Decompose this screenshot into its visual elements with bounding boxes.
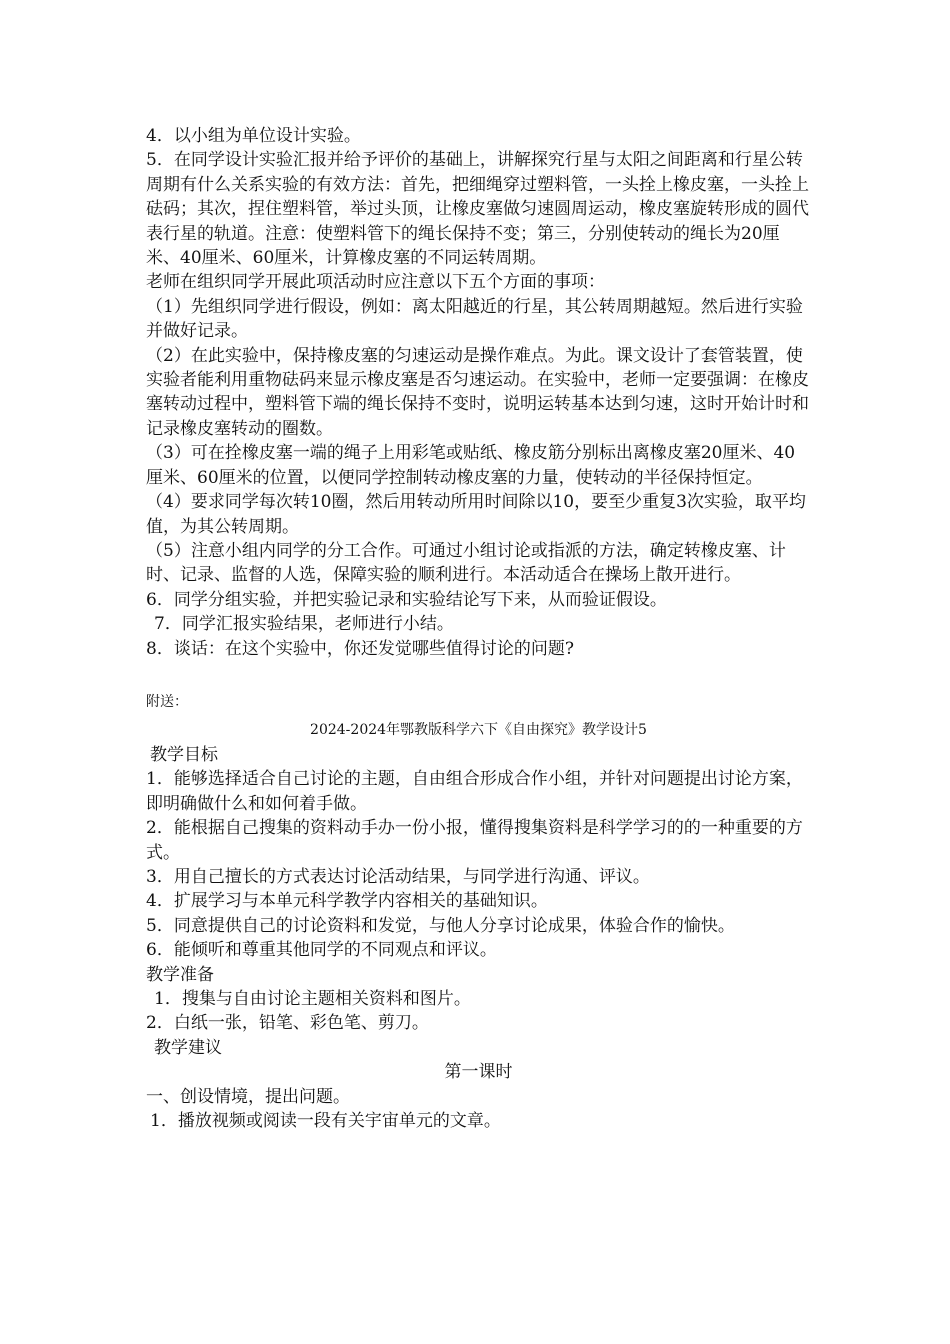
part1-heading: 一、创设情境，提出问题。 <box>146 1086 350 1107</box>
document-body <box>146 124 811 1133</box>
goals-heading: 教学目标 <box>150 744 218 765</box>
step-5: 5．在同学设计实验汇报并给予评价的基础上，讲解探究行星与太阳之间距离和行星公转周期有什么关系实验的有效方法：首先，把细绳穿过塑料管，一头拴上橡皮塞，一头拴上砝码；其次，捏住塑料管，举过头顶，让橡皮塞做匀速圆周运动，橡皮塞旋转形成的圆代表行星的轨道。注意：使塑料管下的绳长保持不变；第三，分别使转动的绳长为20厘米、40厘米、60厘米，计算橡皮塞的不同运转周期。 <box>146 150 809 269</box>
note-2: （2）在此实验中，保持橡皮塞的匀速运动是操作难点。为此。课文设计了套管装置，使实验者能利用重物砝码来显示橡皮塞是否匀速运动。在实验中，老师一定要强调：在橡皮塞转动过程中，塑料管下端的绳长保持不变时，说明运转基本达到匀速，这时开始计时和记录橡皮塞转动的圈数。 <box>146 345 809 439</box>
goal-item: 4．扩展学习与本单元科学教学内容相关的基础知识。 <box>146 891 548 912</box>
document-title: 2024-2024年鄂教版科学六下《自由探究》教学设计5 <box>310 721 647 738</box>
step-8: 8．谈话：在这个实验中，你还发觉哪些值得讨论的问题? <box>146 638 574 659</box>
advice-heading: 教学建议 <box>154 1037 222 1058</box>
goal-item: 1．能够选择适合自己讨论的主题，自由组合形成合作小组，并针对问题提出讨论方案，即明确做什么和如何着手做。 <box>146 769 803 814</box>
note-3: （3）可在拴橡皮塞一端的绳子上用彩笔或贴纸、橡皮筋分别标出离橡皮塞20厘米、40厘米、60厘米的位置，以便同学控制转动橡皮塞的力量，使转动的半径保持恒定。 <box>146 443 796 488</box>
note-4: （4）要求同学每次转10圈，然后用转动所用时间除以10，要至少重复3次实验，取平均值，为其公转周期。 <box>146 492 806 537</box>
goal-item: 3．用自己擅长的方式表达讨论活动结果，与同学进行沟通、评议。 <box>146 866 650 887</box>
note-1: （1）先组织同学进行假设，例如：离太阳越近的行星，其公转周期越短。然后进行实验并做好记录。 <box>146 296 803 342</box>
part1-item: 1．播放视频或阅读一段有关宇宙单元的文章。 <box>150 1111 501 1132</box>
step-4: 4．以小组为单位设计实验。 <box>146 126 361 146</box>
appendix-label: 附送： <box>146 693 188 710</box>
prep-item: 1．搜集与自由讨论主题相关资料和图片。 <box>154 989 471 1009</box>
teacher-notes-intro: 老师在组织同学开展此项活动时应注意以下五个方面的事项： <box>146 272 605 293</box>
prep-item: 2．白纸一张，铅笔、彩色笔、剪刀。 <box>146 1013 429 1034</box>
spacer <box>146 661 811 687</box>
lesson-title: 第一课时 <box>444 1062 513 1083</box>
goal-item: 6．能倾听和尊重其他同学的不同观点和评议。 <box>146 940 497 961</box>
step-6: 6．同学分组实验，并把实验记录和实验结论写下来，从而验证假设。 <box>146 589 667 610</box>
prep-heading: 教学准备 <box>146 964 214 985</box>
goal-item: 5．同意提供自己的讨论资料和发觉，与他人分享讨论成果，体验合作的愉快。 <box>146 915 735 936</box>
step-7: 7．同学汇报实验结果，老师进行小结。 <box>154 614 454 635</box>
note-5: （5）注意小组内同学的分工合作。可通过小组讨论或指派的方法，确定转橡皮塞、计时、记录、监督的人选，保障实验的顺利进行。本活动适合在操场上散开进行。 <box>146 540 786 586</box>
goal-item: 2．能根据自己搜集的资料动手办一份小报，懂得搜集资料是科学学习的的一种重要的方式。 <box>146 818 803 863</box>
